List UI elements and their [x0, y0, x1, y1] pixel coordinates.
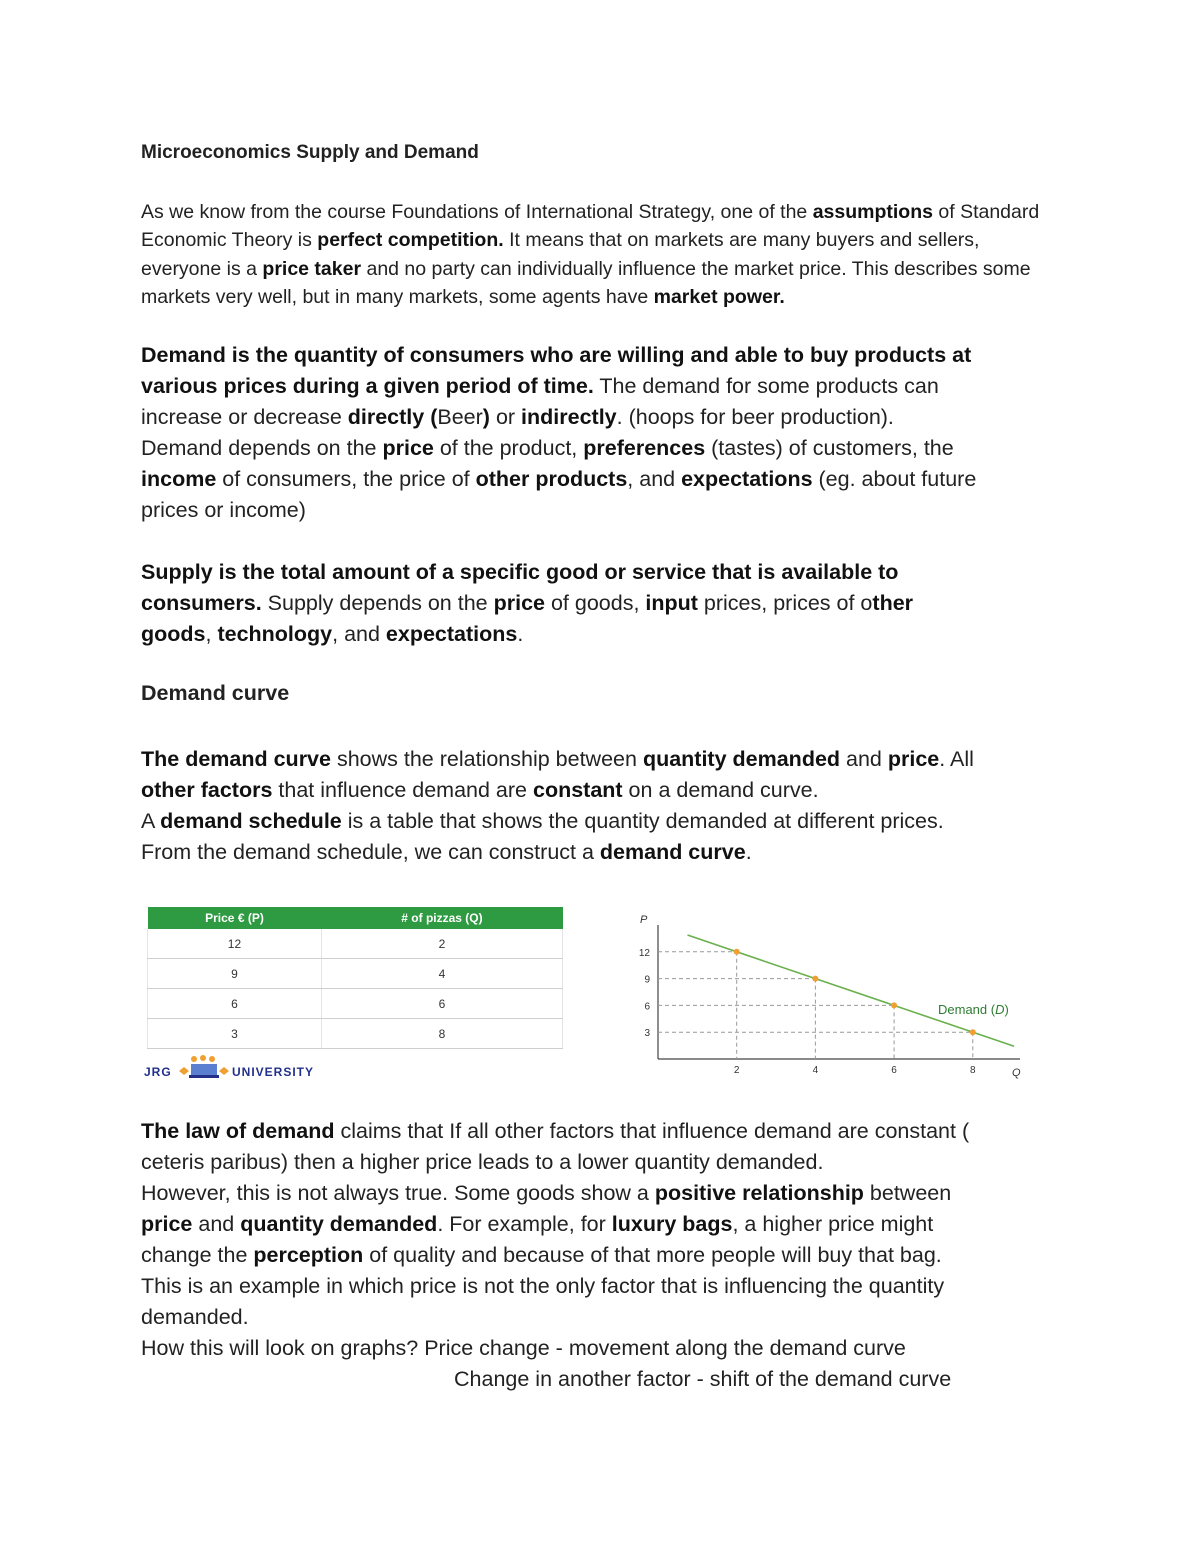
table-cell-quantity: 4 [321, 959, 562, 989]
y-tick-label: 6 [644, 1001, 650, 1013]
table-cell-price: 9 [148, 959, 322, 989]
university-logo [142, 1055, 332, 1083]
x-axis-label: Q [1012, 1067, 1021, 1079]
table-cell-quantity: 2 [321, 929, 562, 959]
x-tick-label: 4 [812, 1065, 819, 1076]
x-tick-label: 2 [733, 1065, 740, 1076]
document-title: Microeconomics Supply and Demand [141, 142, 479, 163]
x-tick-label: 8 [970, 1065, 976, 1076]
data-point [891, 1002, 897, 1008]
y-tick-label: 9 [644, 974, 650, 986]
demand-curve-paragraph: The demand curve shows the relationship between quantity demanded and price. All other factors that influence demand are constant on a demand curve. A demand schedule is a table that shows the quantity demanded at different prices. From the demand schedule, we can construct a demand curve. [141, 747, 974, 864]
table-cell-price: 12 [148, 929, 322, 959]
y-tick-label: 12 [638, 947, 650, 959]
data-point [734, 949, 740, 955]
table-cell-price: 6 [148, 989, 322, 1019]
table-header-row [148, 907, 563, 929]
y-axis-label: P [640, 914, 648, 926]
data-point [812, 976, 818, 982]
logo-text-left: JRG [144, 1065, 172, 1079]
law-of-demand-paragraph: The law of demand claims that If all other factors that influence demand are constant ( ceteris paribus) then a higher price leads to a lower quantity demanded. However, this is not always true. Some goods show a positive relationship between price and quantity demanded. For example, for luxury bags, a higher price might change the perception of quality and because of that more people will buy that bag. This is an example in which price is not the only factor that is influencing the quantity demanded. How this will look on graphs? Price change - movement along the demand curve Change in another factor - shift of the demand curve [141, 1119, 970, 1391]
legend-label: Demand (D) [938, 1002, 1009, 1017]
intro-paragraph: As we know from the course Foundations of International Strategy, one of the assumptions of Standard Economic Theory is perfect competition. It means that on markets are many buyers and sellers, everyone is a price taker and no party can individually influence the market price. This describes some markets very well, but in many markets, some agents have market power. [141, 201, 1040, 308]
demand-curve-heading: Demand curve [141, 681, 290, 705]
table-cell-quantity: 8 [321, 1019, 562, 1049]
table-cell-quantity: 6 [321, 989, 562, 1019]
demand-schedule-table [147, 907, 563, 1049]
table-row [148, 1019, 563, 1049]
people-icon [174, 1055, 232, 1081]
demand-paragraph: Demand is the quantity of consumers who are willing and able to buy products at various prices during a given period of time. The demand for some products can increase or decrease directly (Beer) or indirectly. (hoops for beer production). Demand depends on the price of the product, preferences (tastes) of customers, the income of consumers, the price of other products, and expectations (eg. about future prices or income) [141, 343, 977, 522]
x-tick-label: 6 [891, 1065, 897, 1076]
table-header-quantity: # of pizzas (Q) [321, 907, 562, 929]
logo-text-right: UNIVERSITY [232, 1065, 315, 1079]
table-cell-price: 3 [148, 1019, 322, 1049]
demand-curve-chart [630, 905, 1050, 1085]
table-row [148, 959, 563, 989]
supply-paragraph: Supply is the total amount of a specific good or service that is available to consumers. Supply depends on the price of goods, input prices, prices of other goods, technology, and expectations. [141, 560, 914, 646]
table-header-price: Price € (P) [148, 907, 322, 929]
data-point [970, 1029, 976, 1035]
y-tick-label: 3 [644, 1028, 650, 1040]
table-row [148, 989, 563, 1019]
table-row [148, 929, 563, 959]
